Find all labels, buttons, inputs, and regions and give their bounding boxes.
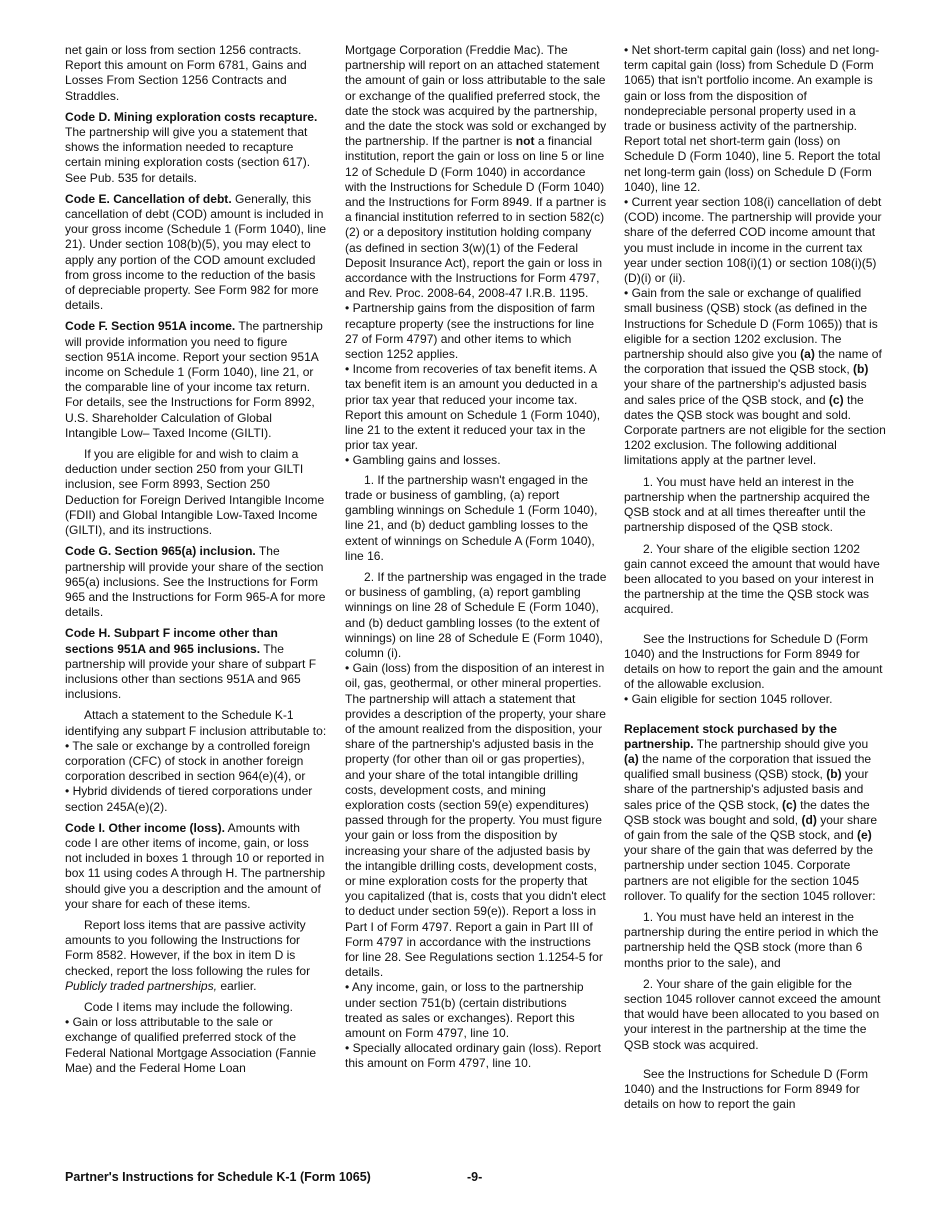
bullet-item: • Gain (loss) from the disposition of an interest in oil, gas, geothermal, or other mineral properties. The partnership will attach a statement that provides a description of the property, your share of the amount realized from the disposition, your share of the partnership's adjusted basis in the property (for other than oil or gas properties), and your share of the total intangible drilling costs, development costs, and mining exploration costs (section 59(e) expenditures) passed through for the property. You must figure your gain or loss from the disposition by increasing your share of the adjusted basis by the intangible drilling costs, development costs, or mine exploration costs for the property that you capitalized (that is, costs that you didn't elect to deduct under section 59(e)). Report a loss in Part I of Form 4797. Report a gain in Part III of Form 4797 in accordance with the instructions for line 28. See Regulations section 1.1254-5 for details. (345, 661, 606, 980)
qsb-mark-b: (b) (853, 362, 869, 377)
rep-mark: (e) (857, 827, 872, 842)
rep-mark: (a) (624, 751, 639, 766)
code-g-text: The partnership will provide your share of the section 965(a) inclusions. See the Instructions for Form 965 and the Instructions for Form 965-A for more details. (65, 544, 326, 620)
passive-tail: earlier. (217, 978, 257, 993)
passive-italic: Publicly traded partnerships, (65, 978, 218, 993)
code-f-paragraph (65, 319, 327, 441)
qsb-mark-a: (a) (800, 347, 815, 362)
code-g-heading: Code G. Section 965(a) inclusion. (65, 544, 256, 559)
qsb-text-b: the name of the corporation that issued the QSB stock, (624, 347, 882, 377)
bullet-item: • Gambling gains and losses. (345, 453, 501, 468)
bullet-item: • Partnership gains from the disposition of farm recapture property (see the instructions for line 27 of Form 4797) and other items to which section 1252 applies. (345, 301, 595, 362)
gambling-item-2: 2. If the partnership was engaged in the trade or business of gambling, (a) report gambling winnings on line 28 of Schedule E (Form 1040), and (b) deduct gambling losses (to the extent of winnings) on line 28 of Schedule E (Form 1040), column (i). (345, 569, 607, 660)
code-i-paragraph (65, 821, 327, 912)
qsb-bullet (624, 286, 886, 468)
rollover-2: 2. Your share of the gain eligible for the section 1045 rollover cannot exceed the amount that would have been allocated to you based on your interest in the partnership at the time the QSB stock was acquired. (624, 976, 881, 1052)
code-d-text: The partnership will give you a statement that shows the information needed to recapture certain mining exploration costs (section 617). See Pub. 535 for details. (65, 125, 311, 185)
code-h-text: The partnership will provide your share of subpart F inclusions other than sections 951A and 965 inclusions. (65, 641, 317, 702)
bullet-item: • Any income, gain, or loss to the partnership under section 751(b) (certain distributions treated as sales or exchanges). Report this amount on Form 4797, line 10. (345, 980, 584, 1040)
rep-text: the name of the corporation that issued the qualified small business (QSB) stock, (624, 751, 872, 782)
freddie-paragraph (345, 43, 607, 301)
code-e-paragraph (65, 192, 327, 314)
see-instructions-2: See the Instructions for Schedule D (Form 1040) and the Instructions for Form 8949 for details on how to report the gain (624, 1066, 868, 1112)
code-g-paragraph (65, 544, 327, 620)
rep-mark: (d) (801, 812, 817, 827)
bullet-item: • Net short-term capital gain (loss) and net long-term capital gain (loss) from Schedule D (Form 1065) that isn't portfolio income. An example is gain or loss from the disposition of nondepreciable personal property used in a trade or business activity of the partnership. Report total net short-term gain (loss) on Schedule D (Form 1040), line 5. Report the total net long-term gain (loss) on Schedule D (Form 1040), line 12. (624, 43, 881, 194)
code-i-items-paragraph: Code I items may include the following. (84, 999, 293, 1014)
bullet-item: • Hybrid dividends of tiered corporations under section 245A(e)(2). (65, 784, 313, 814)
replacement-heading: Replacement stock purchased by the partnership. (624, 721, 837, 751)
code-f-heading: Code F. Section 951A income. (65, 319, 236, 334)
rep-text: your share of gain from the sale of the QSB stock, and (624, 812, 878, 842)
passive-paragraph (65, 918, 327, 994)
qsb-mark-c: (c) (828, 392, 844, 407)
rep-text: your share of the partnership's adjusted basis and sales price of the QSB stock, (624, 767, 869, 812)
freddie-text-b: a financial institution, report the gain or loss on line 5 or line 12 of Schedule D (Form 1040) in accordance with the Instructions for Schedule D (Form 1040) and the Instructions for Form 8949. If a partner is a financial institution referred to in section 582(c)(2) or a depository institution holding company (as defined in section 3(w)(1) of the Federal Deposit Insurance Act), report the gain or loss in accordance with the Instructions for Form 4797, and Rev. Proc. 2008-64, 2008-47 I.R.B. 1195. (345, 134, 607, 301)
rollover-1: 1. You must have held an interest in the partnership during the entire period in which the partnership held the QSB stock (more than 6 months prior to the sale), and (624, 909, 879, 970)
limitation-2: 2. Your share of the eligible section 1202 gain cannot exceed the amount that would have been allocated to you based on your interest in the partnership at the time the QSB stock was acquired. (624, 541, 880, 617)
bullet-item: • Gain or loss attributable to the sale or exchange of qualified preferred stock of the Federal National Mortgage Association (Fannie Mae) and the Federal Home Loan (65, 1015, 317, 1075)
freddie-not: not (515, 134, 535, 149)
replacement-stock-paragraph (624, 722, 886, 904)
code-d-paragraph (65, 110, 327, 186)
qsb-text-d: the dates the QSB stock was bought and sold. Corporate partners are not eligible for the section 1202 exclusion. The following additional limitations apply at the partner level. (624, 392, 886, 468)
column-2 (345, 43, 607, 1072)
gambling-item-1: 1. If the partnership wasn't engaged in the trade or business of gambling, (a) report gambling winnings on Schedule 1 (Form 1040), line 21, and (b) deduct gambling losses to the extent of winnings on Schedule A (Form 1040), line 16. (345, 472, 598, 563)
code-i-heading: Code I. Other income (loss). (65, 820, 225, 835)
footer-title: Partner's Instructions for Schedule K-1 (Form 1065) (65, 1170, 371, 1184)
limitation-1: 1. You must have held an interest in the partnership when the partnership acquired the QSB stock and at all times thereafter until the partnership disposed of the QSB stock. (624, 474, 870, 535)
rep-mark: (b) (826, 767, 842, 782)
bullet-item: • The sale or exchange by a controlled foreign corporation (CFC) of stock in another foreign corporation described in section 964(e)(4), or (65, 738, 311, 784)
code-i-text: Amounts with code I are other items of income, gain, or loss not included in boxes 1 through 10 or reported in box 11 using codes A through H. The partnership should give you a description and the amount of your share for each of these items. (65, 820, 326, 911)
bullet-item: • Current year section 108(i) cancellation of debt (COD) income. The partnership will provide your share of the deferred COD income amount that you must include in income in the current tax year under section 108(i)(1) or section 108(i)(5)(D)(i) or (ii). (624, 195, 882, 286)
qsb-text-a: • Gain from the sale or exchange of qualified small business (QSB) stock (as defined in the Instructions for Schedule D (Form 1065)) that is eligible for a section 1202 exclusion. The partnership should also give you (624, 286, 878, 362)
freddie-text-a: Mortgage Corporation (Freddie Mac). The partnership will report on an attached statement the amount of gain or loss attributable to the sale or exchange of the qualified preferred stock, the date the stock was acquired by the partnership, and the date the stock was sold or exchanged by the partnership. If the partner is (345, 43, 607, 149)
code-h-paragraph (65, 626, 327, 702)
rep-text: the dates the QSB stock was bought and sold, (624, 797, 870, 827)
paragraph: net gain or loss from section 1256 contracts. Report this amount on Form 6781, Gains and Losses From Section 1256 Contracts and Straddles. (65, 43, 307, 103)
page-number: -9- (467, 1170, 483, 1184)
rep-mark: (c) (782, 797, 797, 812)
rep-text: The partnership should give you (693, 736, 869, 751)
code-f-text: The partnership will provide information you need to figure section 951A income. Report your section 951A income on Schedule 1 (Form 1040), line 21, or the comparable line of your income tax return. For details, see the Instructions for Form 8992, U.S. Shareholder Calculation of Global Intangible Low– Taxed Income (GILTI). (65, 319, 323, 440)
bullet-item: • Income from recoveries of tax benefit items. A tax benefit item is an amount you deducted in a prior tax year that reduced your income tax. Report this amount on Schedule 1 (Form 1040), line 21 to the extent it reduced your tax in the prior tax year. (345, 362, 601, 453)
attach-paragraph: Attach a statement to the Schedule K-1 identifying any subpart F inclusion attributable to: (65, 708, 327, 738)
column-3 (624, 43, 886, 1118)
bullet-item: • Specially allocated ordinary gain (loss). Report this amount on Form 4797, line 10. (345, 1041, 601, 1071)
see-instructions-1: See the Instructions for Schedule D (Form 1040) and the Instructions for Form 8949 for details on how to report the gain and the amount of the allowable exclusion. (624, 631, 883, 692)
passive-text: Report loss items that are passive activity amounts to you following the Instructions for Form 8582. However, if the box in item D is checked, report the loss following the rules for (65, 917, 311, 978)
code-d-heading: Code D. Mining exploration costs recapture. (65, 109, 318, 124)
code-h-heading: Code H. Subpart F income other than sections 951A and 965 inclusions. (65, 626, 278, 656)
code-e-heading: Code E. Cancellation of debt. (65, 191, 232, 206)
gilti-paragraph: If you are eligible for and wish to claim a deduction under section 250 from your GILTI inclusion, see Form 8993, Section 250 Deduction for Foreign Derived Intangible Income (FDII) and Global Intangible Low-Taxed Income (GILTI), and its instructions. (65, 447, 325, 538)
column-1 (65, 43, 327, 1082)
bullet-item: • Gain eligible for section 1045 rollover. (624, 692, 833, 707)
qsb-text-c: your share of the partnership's adjusted basis and sales price of the QSB stock, and (624, 377, 867, 407)
rep-text: your share of the gain that was deferred by the partnership under section 1045. Corporate partners are not eligible for the section 1045 rollover. To qualify for the section 1045 rollover: (624, 843, 876, 903)
code-e-text: Generally, this cancellation of debt (COD) amount is included in your gross income (Schedule 1 (Form 1040), line 21). Under section 108(b)(5), you may elect to apply any portion of the COD amount excluded from gross income to the reduction of the basis of depreciable property. See Form 982 for more details. (65, 191, 327, 313)
